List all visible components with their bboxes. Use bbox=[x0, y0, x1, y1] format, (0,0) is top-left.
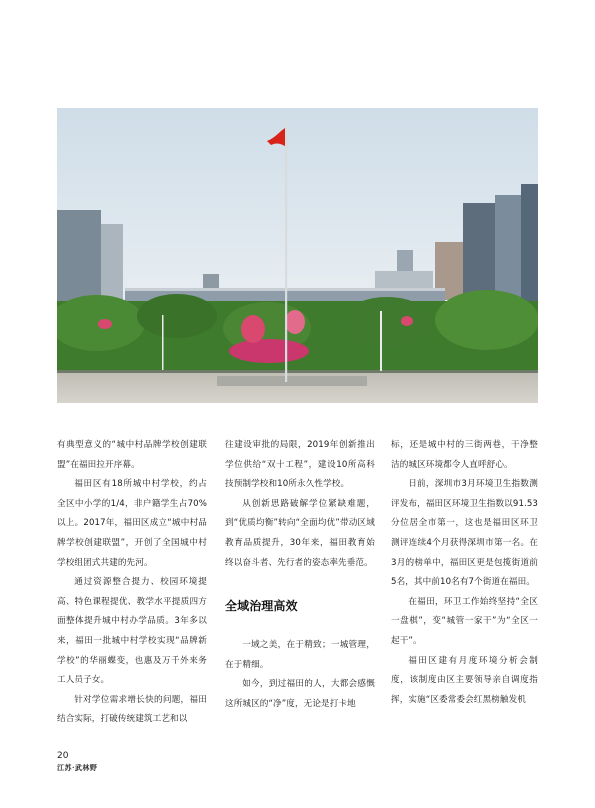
paragraph: 在福田，环卫工作始终坚持“全区一盘棋”，变“城管一家干”为“全区一起干”。 bbox=[391, 596, 538, 646]
paragraph: 通过资源整合提力、校园环境提高、特色课程提优、教学水平提质四方面整体提升城中村办学品质。3年多以来，福田一批城中村学校实现“品牌新学校”的华丽蝶变，也惠及万千外来务工人员子女。 bbox=[57, 577, 207, 686]
text-column-2 bbox=[225, 436, 375, 715]
page-number: 20 bbox=[57, 751, 69, 761]
paragraph: 有典型意义的“城中村品牌学校创建联盟”在福田拉开序幕。 bbox=[57, 440, 207, 470]
city-plaza-flag-photo bbox=[57, 108, 538, 403]
paragraph: 一域之美，在于精致；一城管理，在于精细。 bbox=[225, 640, 375, 670]
text-column-1 bbox=[57, 436, 207, 730]
flower-sculpture bbox=[229, 339, 309, 363]
paragraph: 往建设审批的局限，2019年创新推出学位供给“双十工程”，建设10所高科技预制学校和10所永久性学校。 bbox=[225, 440, 375, 490]
paragraph: 针对学位需求增长快的问题，福田结合实际，打破传统建筑工艺和以 bbox=[57, 694, 207, 725]
left-tower-1 bbox=[57, 210, 101, 303]
right-tower-3 bbox=[495, 195, 521, 301]
paragraph: 福田区建有月度环境分析会制度，该制度由区主要领导亲自调度指挥，实施“区委常委会红黑榜触发机 bbox=[391, 655, 538, 705]
right-tower-2 bbox=[463, 203, 495, 301]
paragraph: 如今，到过福田的人，大都会感慨这所城区的“净”度，无论是打卡地 bbox=[225, 679, 375, 709]
text-column-3 bbox=[391, 436, 538, 710]
magazine-masthead: 江苏·武林野 bbox=[57, 763, 98, 772]
paragraph: 福田区有18所城中村学校，约占全区中小学的1/4，非户籍学生占70%以上。2017年，福田区成立“城中村品牌学校创建联盟”，开创了全国城中村学校组团式共建的先河。 bbox=[57, 479, 207, 568]
right-tower-4 bbox=[521, 184, 538, 301]
left-tower-2 bbox=[101, 224, 123, 304]
flagpole bbox=[285, 120, 287, 382]
paragraph: 从创新思路破解学位紧缺难题，到“优质均衡”转向“全面均优”带动区域教育品质提升，30年来，福田教育始终以奋斗者、先行者的姿态率先垂范。 bbox=[225, 498, 375, 568]
plaza bbox=[57, 370, 538, 403]
section-heading: 全域治理高效 bbox=[225, 599, 298, 614]
paragraph: 标，还是城中村的三街两巷，干净整洁的城区环境都令人直呼舒心。 bbox=[391, 440, 538, 470]
paragraph: 日前，深圳市3月环境卫生指数测评发布，福田区环境卫生指数以91.53分位居全市第一，这也是福田区环卫测评连续4个月获得深圳市第一名。在3月的榜单中，福田区更是包揽街道前5名，其中前10名有7个街道在福田。 bbox=[391, 479, 538, 588]
